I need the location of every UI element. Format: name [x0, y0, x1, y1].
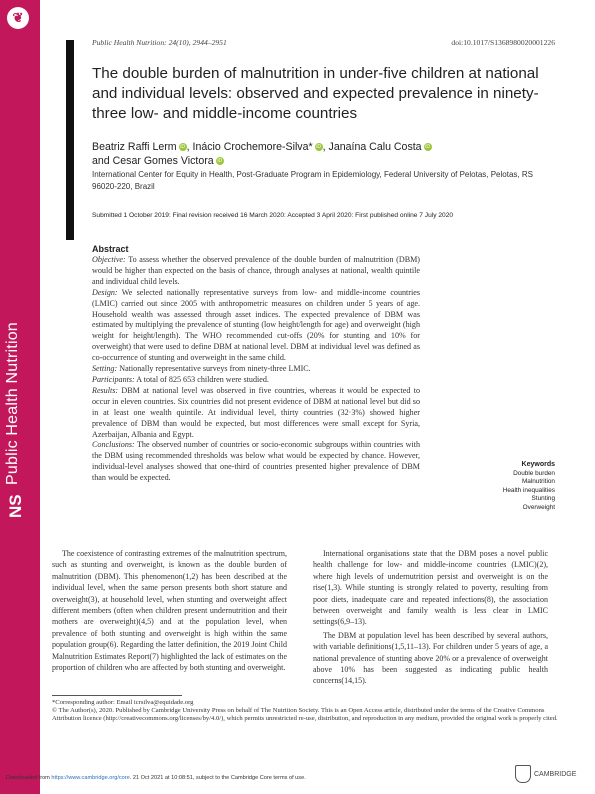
doi[interactable]: doi:10.1017/S1368980020001226 — [451, 38, 555, 47]
submission-dates: Submitted 1 October 2019: Final revision received 16 March 2020: Accepted 3 April 2020: First published online 7 July 2020 — [92, 212, 454, 219]
body-column-right — [313, 548, 548, 687]
keywords-heading: Keywords — [521, 461, 555, 468]
download-notice: Downloaded from https://www.cambridge.org/core. 21 Oct 2021 at 10:08:51, subject to the Cambridge Core terms of use. — [6, 775, 306, 781]
author-name: Inácio Crochemore-Silva* — [192, 141, 313, 153]
copyright-notice: © The Author(s), 2020. Published by Cambridge University Press on behalf of The Nutrition Society. This is an Open Access article, distributed under the terms of the Creative Commons Attribution licence (http://creativecommons.org/licenses/by/4.0/), which permits unrestricted re-use, distribution, and reproduction in any medium, provided the original work is properly cited. — [52, 707, 558, 723]
abstract-body — [92, 255, 420, 484]
publisher-logo: CAMBRIDGE — [515, 765, 576, 783]
keyword: Double burden — [513, 469, 555, 477]
abstract-conclusions: Conclusions: The observed number of countries or socio-economic subgroups within countries with the DBM using recommended thresholds was below what would be expected by chance. However, individual-level analyses showed that one-third of countries presented higher prevalence of DBM than would be expected. — [92, 440, 420, 483]
journal-citation: Public Health Nutrition: 24(10), 2944–2951 — [92, 38, 227, 47]
cambridge-crest-icon — [515, 765, 531, 783]
abstract-results: Results: DBM at national level was observed in five countries, whereas it would be expected to occur in eleven countries. Six countries did not present evidence of DBM at national level but did so in at least one wealth quintile. At individual level, thirty countries (32·3%) showed higher prevalence of DBM than would be expected, but most differences were small except for Syria, Azerbaijan, Albania and Egypt. — [92, 385, 420, 439]
journal-name: Public Health Nutrition — [4, 322, 21, 485]
body-paragraph: International organisations state that the DBM poses a novel public health challenge for low- and middle-income countries (LMIC)(2), where high levels of undernutrition persist and overweight is on the rise(1,3). While stunting is strongly related to poverty, resulting from poor diets, inadequate care and repeated infections(8), the association between overweight and family wealth is less clear in LMIC settings(6,9–13). — [313, 549, 548, 627]
author-list: Beatriz Raffi Lerm iD , Inácio Crochemore-Silva* iD , Janaína Calu Costa iD and Cesar Gomes Victora iD — [92, 141, 430, 167]
keyword: Stunting — [531, 495, 555, 503]
title-accent-bar — [66, 40, 74, 240]
author-name: and Cesar Gomes Victora — [92, 155, 214, 167]
journal-sidebar — [0, 0, 40, 794]
orcid-icon[interactable]: iD — [180, 144, 185, 151]
author-name: Janaína Calu Costa — [328, 141, 422, 153]
body-paragraph: The DBM at population level has been described by several authors, with variable definitions(1,5,11–13). For children under 5 years of age, a national prevalence of stunting above 20% or a prevalence of overweight above 10% has been suggested as indicating public health concerns(14,15). — [313, 630, 548, 686]
orcid-icon[interactable]: iD — [217, 158, 223, 165]
abstract-participants: Participants: A total of 825 653 children were studied. — [92, 374, 269, 384]
abstract-design: Design: We selected nationally representative surveys from low- and middle-income countries (LMIC) carried out since 2005 with anthropometric measures on children under 5 years of age. Household wealth was assessed through asset indices. The expected prevalence of DBM was estimated by multiplying the prevalence of stunting (low height/length for age) and overweight (high weight for height/length). The WHO recommended cut-offs (20% for stunting and 10% for overweight) that were used to define DBM at national level. DBM at individual level was defined as co-occurrence of stunting and overweight in the same child. — [92, 287, 420, 363]
body-column-left — [52, 548, 287, 673]
keyword: Health inequalities — [502, 486, 555, 494]
nutrition-society-icon: ❦ — [7, 7, 29, 29]
journal-logo: NS — [6, 494, 25, 518]
orcid-icon[interactable]: iD — [316, 144, 321, 151]
keyword: Overweight — [522, 503, 555, 511]
keyword: Malnutrition — [521, 478, 555, 486]
cambridge-core-link[interactable]: https://www.cambridge.org/core — [51, 775, 130, 781]
affiliation: International Center for Equity in Health, Post-Graduate Program in Epidemiology, Federal University of Pelotas, Pelotas, RS 96020-220, Brazil — [92, 170, 533, 191]
keywords — [503, 461, 555, 513]
body-paragraph: The coexistence of contrasting extremes of the malnutrition spectrum, such as stunting and overweight, is known as the double burden of malnutrition (DBM). This phenomenon(1,2) has been described at the individual level, when the same person presents both short stature and overweight(3), at household level, when stunting and overweight affect different members (often when children present undernutrition and their mothers are overweight)(4,5) and at the population level, when prevalence of both stunting and overweight is high within the same population group(6). Regarding the latter definition, the 2019 Joint Child Malnutrition Estimates Report(7) highlighted the lack of estimates on the proportion of children who are affected by both stunting and overweight. — [52, 549, 287, 673]
article-title: The double burden of malnutrition in under-five children at national and individual levels: observed and expected prevalence in ninety-three low- and middle-income countries — [92, 65, 539, 122]
orcid-icon[interactable]: iD — [425, 144, 430, 151]
footnote-rule — [52, 695, 182, 696]
abstract-heading: Abstract — [92, 244, 129, 254]
abstract-setting: Setting: Nationally representative surveys from ninety-three LMIC. — [92, 364, 311, 374]
author-name: Beatriz Raffi Lerm — [92, 141, 177, 153]
abstract-objective: Objective: To assess whether the observed prevalence of the double burden of malnutrition (DBM) would be higher than expected on the basis of chance, through analyses at national, wealth quintile and individual child levels. — [92, 255, 420, 286]
corresponding-author: *Corresponding author: Email icrsilva@equidade.org — [52, 699, 194, 706]
footnote — [52, 699, 562, 724]
